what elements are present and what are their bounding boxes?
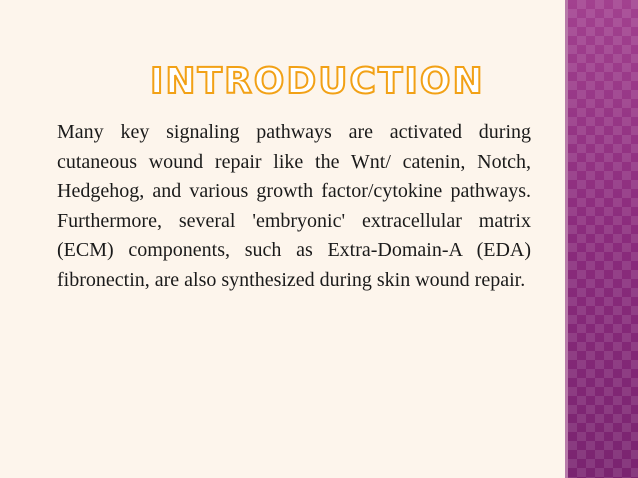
decorative-side-band xyxy=(568,0,638,478)
slide-title: INTRODUCTION xyxy=(150,61,485,102)
slide-body-text: Many key signaling pathways are activated during cutaneous wound repair like the Wnt/ catenin, Notch, Hedgehog, and various growth factor/cytokine pathways. Furthermore, several 'embryonic' extracellular matrix (ECM) components, such as Extra-Domain-A (EDA) fibronectin, are also synthesized during skin wound repair. xyxy=(57,121,531,291)
